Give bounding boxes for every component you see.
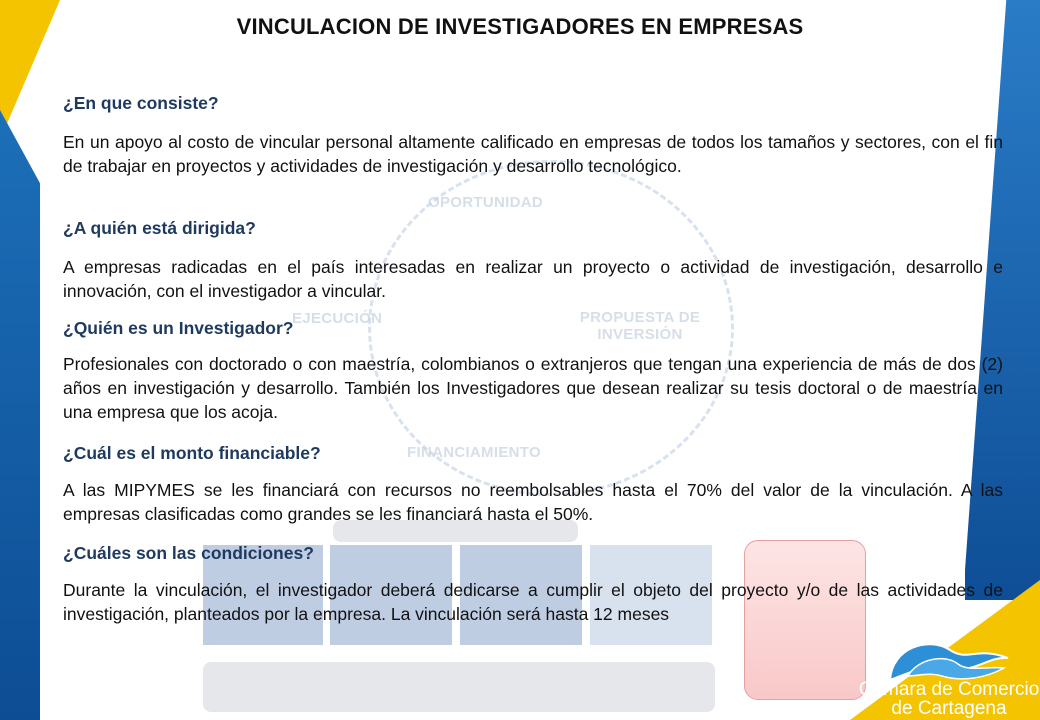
- background-label-propuesta: PROPUESTA DE INVERSIÓN: [579, 309, 701, 343]
- question-en-que-consiste: ¿En que consiste?: [63, 93, 219, 113]
- side-stripe-blue-left: [0, 110, 40, 720]
- background-label-ejecucion: EJECUCIÓN: [292, 310, 383, 327]
- camara-comercio-logo: [858, 628, 1040, 720]
- logo-text-line1: Cámara de Comercio: [858, 679, 1040, 700]
- background-bar-bottom: [203, 662, 715, 712]
- logo-text-line2: de Cartagena: [891, 698, 1007, 719]
- page-title: VINCULACION DE INVESTIGADORES EN EMPRESAS: [236, 14, 804, 39]
- background-label-oportunidad: OPORTUNIDAD: [428, 194, 543, 211]
- question-condiciones: ¿Cuáles son las condiciones?: [63, 543, 314, 563]
- question-a-quien: ¿A quién está dirigida?: [63, 218, 256, 238]
- answer-quien-investigador: Profesionales con doctorado o con maestría, colombianos o extranjeros que tengan una experiencia de más de dos (2) años en investigación y desarrollo. También los Investigadores que desean realizar su tesis doctoral o de maestría en una empresa que los acoja.: [63, 354, 1003, 422]
- answer-monto-financiable: A las MIPYMES se les financiará con recursos no reembolsables hasta el 70% del valor de la vinculación. A las empresas clasificadas como grandes se les financiará hasta el 50%.: [63, 480, 1003, 524]
- question-quien-investigador: ¿Quién es un Investigador?: [63, 318, 294, 338]
- answer-en-que-consiste: En un apoyo al costo de vincular personal altamente calificado en empresas de todos los tamaños y sectores, con el fin de trabajar en proyectos y actividades de investigación y desarrollo tecnológico.: [63, 132, 1003, 176]
- answer-a-quien: A empresas radicadas en el país interesadas en realizar un proyecto o actividad de investigación, desarrollo e innovación, con el investigador a vincular.: [63, 257, 1003, 301]
- answer-condiciones: Durante la vinculación, el investigador deberá dedicarse a cumplir el objeto del proyecto y/o de las actividades de investigación, planteados por la empresa. La vinculación será hasta 12 meses: [63, 580, 1003, 624]
- background-label-financiamiento: FINANCIAMIENTO: [407, 444, 541, 461]
- question-monto-financiable: ¿Cuál es el monto financiable?: [63, 443, 321, 463]
